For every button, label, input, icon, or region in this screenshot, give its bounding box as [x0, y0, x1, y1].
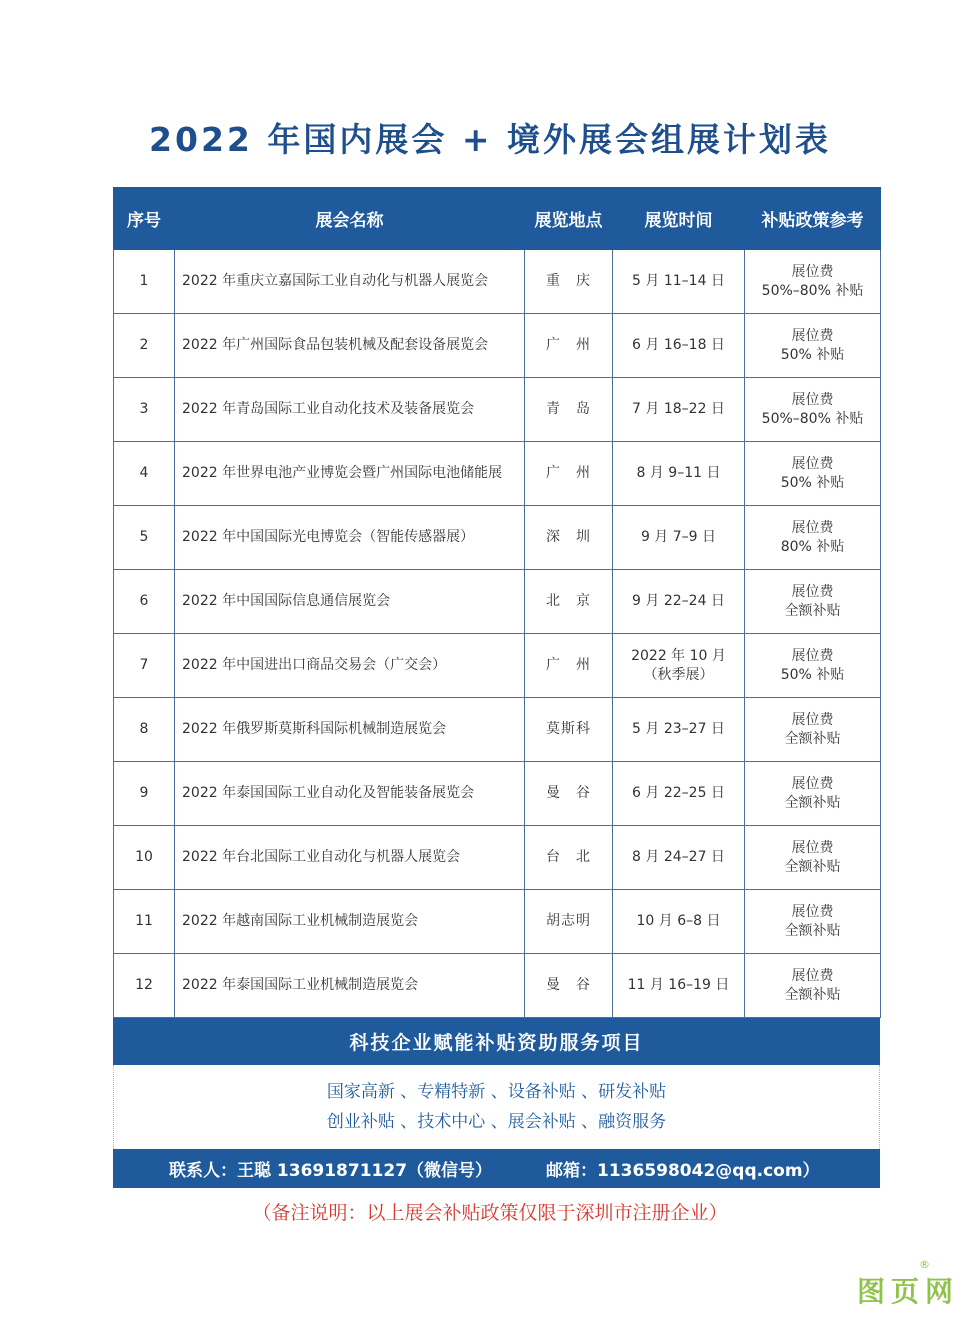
- table-row: [114, 570, 881, 634]
- policy-text: 全额补贴: [784, 922, 841, 939]
- policy-text: 全额补贴: [784, 858, 841, 875]
- time-text: 5 月 11–14 日: [632, 273, 725, 289]
- policy-text: 展位费: [791, 967, 834, 984]
- cell-no: 2: [114, 314, 175, 378]
- policy-text: 80% 补贴: [780, 538, 845, 555]
- cell-name: 2022 年世界电池产业博览会暨广州国际电池储能展: [175, 442, 525, 506]
- time-text: （秋季展）: [643, 666, 714, 683]
- policy-text: 展位费: [791, 711, 834, 728]
- cell-time: [613, 506, 745, 570]
- table-row: [114, 954, 881, 1018]
- cell-policy: [745, 634, 881, 698]
- cell-time: [613, 698, 745, 762]
- cell-policy: [745, 890, 881, 954]
- cell-no: 4: [114, 442, 175, 506]
- cell-name: 2022 年中国国际信息通信展览会: [175, 570, 525, 634]
- table-row: [114, 890, 881, 954]
- cell-time: [613, 442, 745, 506]
- contact-person: 联系人：王聪 13691871127（微信号）: [169, 1161, 493, 1181]
- table-row: [114, 826, 881, 890]
- header-no: 序号: [114, 188, 175, 250]
- time-text: 2022 年 10 月: [631, 647, 726, 664]
- cell-no: 9: [114, 762, 175, 826]
- cell-no: 5: [114, 506, 175, 570]
- table-row: [114, 762, 881, 826]
- cell-no: 8: [114, 698, 175, 762]
- cell-location: 曼 谷: [525, 762, 613, 826]
- services-line-1: 国家高新 、专精特新 、设备补贴 、研发补贴: [326, 1082, 667, 1102]
- cell-location: 青 岛: [525, 378, 613, 442]
- table-row: [114, 378, 881, 442]
- cell-location: 曼 谷: [525, 954, 613, 1018]
- table-row: [114, 506, 881, 570]
- cell-policy: [745, 954, 881, 1018]
- cell-time: [613, 762, 745, 826]
- policy-text: 50% 补贴: [780, 666, 845, 683]
- cell-time: [613, 250, 745, 314]
- watermark-text: 图页网: [857, 1275, 960, 1308]
- policy-text: 50%–80% 补贴: [761, 410, 864, 427]
- cell-policy: [745, 826, 881, 890]
- cell-time: [613, 378, 745, 442]
- cell-no: 3: [114, 378, 175, 442]
- policy-text: 展位费: [791, 263, 834, 280]
- contact-bar: [113, 1149, 880, 1188]
- policy-text: 展位费: [791, 839, 834, 856]
- cell-policy: [745, 314, 881, 378]
- time-text: 10 月 6–8 日: [636, 913, 721, 929]
- cell-name: 2022 年台北国际工业自动化与机器人展览会: [175, 826, 525, 890]
- cell-name: 2022 年泰国国际工业自动化及智能装备展览会: [175, 762, 525, 826]
- cell-location: 广 州: [525, 314, 613, 378]
- policy-text: 展位费: [791, 327, 834, 344]
- time-text: 8 月 9–11 日: [636, 465, 721, 481]
- policy-text: 50%–80% 补贴: [761, 282, 864, 299]
- time-text: 11 月 16–19 日: [627, 977, 730, 993]
- cell-policy: [745, 378, 881, 442]
- cell-policy: [745, 506, 881, 570]
- cell-no: 12: [114, 954, 175, 1018]
- policy-text: 展位费: [791, 647, 834, 664]
- table-row: [114, 698, 881, 762]
- policy-text: 展位费: [791, 391, 834, 408]
- time-text: 9 月 7–9 日: [640, 529, 717, 545]
- services-box: [113, 1065, 880, 1149]
- cell-time: [613, 890, 745, 954]
- cell-name: 2022 年重庆立嘉国际工业自动化与机器人展览会: [175, 250, 525, 314]
- services-heading: 科技企业赋能补贴资助服务项目: [113, 1018, 880, 1065]
- cell-time: [613, 826, 745, 890]
- table-row: [114, 250, 881, 314]
- policy-text: 50% 补贴: [780, 474, 845, 491]
- cell-location: 深 圳: [525, 506, 613, 570]
- cell-name: 2022 年中国国际光电博览会（智能传感器展）: [175, 506, 525, 570]
- cell-name: 2022 年越南国际工业机械制造展览会: [175, 890, 525, 954]
- cell-name: 2022 年中国进出口商品交易会（广交会）: [175, 634, 525, 698]
- policy-text: 50% 补贴: [780, 346, 845, 363]
- cell-location: 莫斯科: [525, 698, 613, 762]
- cell-location: 广 州: [525, 442, 613, 506]
- header-location: 展览地点: [525, 188, 613, 250]
- policy-text: 展位费: [791, 519, 834, 536]
- page-title: 2022 年国内展会 + 境外展会组展计划表: [149, 120, 831, 159]
- cell-no: 11: [114, 890, 175, 954]
- cell-policy: [745, 250, 881, 314]
- table-header-row: [114, 188, 881, 250]
- cell-time: [613, 634, 745, 698]
- table-row: [114, 442, 881, 506]
- policy-text: 全额补贴: [784, 794, 841, 811]
- cell-no: 6: [114, 570, 175, 634]
- remark-note: （备注说明：以上展会补贴政策仅限于深圳市注册企业）: [252, 1202, 728, 1224]
- table-row: [114, 634, 881, 698]
- cell-location: 重 庆: [525, 250, 613, 314]
- header-name: 展会名称: [175, 188, 525, 250]
- header-time: 展览时间: [613, 188, 745, 250]
- watermark-logo: [857, 1258, 967, 1310]
- policy-text: 展位费: [791, 775, 834, 792]
- header-policy: 补贴政策参考: [745, 188, 881, 250]
- cell-location: 北 京: [525, 570, 613, 634]
- cell-name: 2022 年广州国际食品包装机械及配套设备展览会: [175, 314, 525, 378]
- cell-name: 2022 年俄罗斯莫斯科国际机械制造展览会: [175, 698, 525, 762]
- time-text: 6 月 16–18 日: [632, 337, 725, 353]
- cell-location: 胡志明: [525, 890, 613, 954]
- exhibition-table: [113, 187, 881, 1018]
- registered-mark: ®: [919, 1258, 930, 1271]
- time-text: 5 月 23–27 日: [632, 721, 725, 737]
- time-text: 8 月 24–27 日: [632, 849, 725, 865]
- cell-location: 台 北: [525, 826, 613, 890]
- cell-name: 2022 年青岛国际工业自动化技术及装备展览会: [175, 378, 525, 442]
- cell-policy: [745, 570, 881, 634]
- table-body: [114, 250, 881, 1018]
- cell-policy: [745, 442, 881, 506]
- cell-time: [613, 314, 745, 378]
- policy-text: 展位费: [791, 455, 834, 472]
- table-row: [114, 314, 881, 378]
- cell-no: 7: [114, 634, 175, 698]
- policy-text: 展位费: [791, 583, 834, 600]
- cell-no: 1: [114, 250, 175, 314]
- cell-no: 10: [114, 826, 175, 890]
- policy-text: 全额补贴: [784, 986, 841, 1003]
- policy-text: 展位费: [791, 903, 834, 920]
- contact-email: 邮箱：1136598042@qq.com）: [546, 1161, 820, 1181]
- cell-policy: [745, 762, 881, 826]
- cell-time: [613, 570, 745, 634]
- services-line-2: 创业补贴 、技术中心 、展会补贴 、融资服务: [326, 1112, 667, 1132]
- time-text: 6 月 22–25 日: [632, 785, 725, 801]
- cell-policy: [745, 698, 881, 762]
- cell-time: [613, 954, 745, 1018]
- cell-name: 2022 年泰国国际工业机械制造展览会: [175, 954, 525, 1018]
- policy-text: 全额补贴: [784, 602, 841, 619]
- time-text: 9 月 22–24 日: [632, 593, 725, 609]
- policy-text: 全额补贴: [784, 730, 841, 747]
- cell-location: 广 州: [525, 634, 613, 698]
- time-text: 7 月 18–22 日: [632, 401, 725, 417]
